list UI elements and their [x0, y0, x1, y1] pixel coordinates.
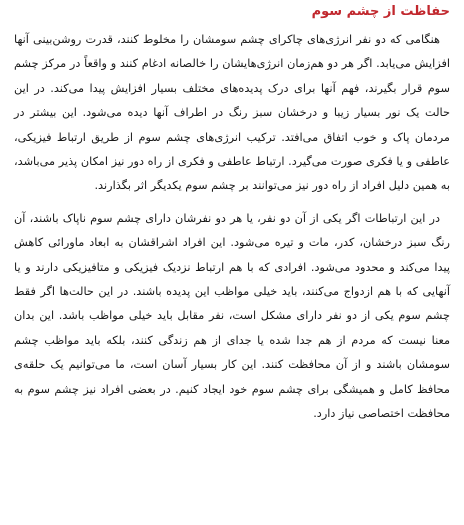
paragraph-2: در این ارتباطات اگر یکی از آن دو نفر، یا هر دو نفرشان دارای چشم سوم ناپاک باشند، آن رنگ سبز درخشان، کدر، مات و تیره می‌شود. این افراد اشراقشان به ابعاد ماورائی کاهش پیدا می‌کند و محدود می‌شود. افرادی که با هم ارتباط نزدیک فیزیکی و متافیزیکی دارند و یا آنهایی که با هم ازدواج می‌کنند، باید خیلی مواظب این پدیده باشند. در این حالت‌ها اگر فقط چشم سوم یکی از دو نفر دارای مشکل است، نفر مقابل باید خیلی مواظب باشد. این بدان معنا نیست که مردم از هم جدا شده یا جدای از هم زندگی کنند، بلکه باید مواظب چشم سومشان باشند و از آن محافظت کنند. این کار بسیار آسان است، ما می‌توانیم یک حلقه‌ی محافظ کامل و همیشگی برای چشم سوم خود ایجاد کنیم. در بعضی افراد نیز چشم سوم به محافظت اختصاصی نیاز دارد. — [14, 211, 450, 421]
body-text — [14, 28, 450, 427]
section-heading: حفاظت از چشم سوم — [311, 4, 450, 19]
document-page — [10, 0, 456, 525]
paragraph-1: هنگامی که دو نفر انرژی‌های چاکرای چشم سومشان را مخلوط کنند، قدرت روشن‌بینی آنها افزایش می‌یابد. اگر هر دو هم‌زمان انرژی‌هایشان را خالصانه ادغام کنند و واقعاً در مرکز چشم سوم قرار بگیرند، فهم آنها برای درک پدیده‌های مختلف بسیار افزایش پیدا می‌کند. در این حالت یک نور بسیار زیبا و درخشان سبز رنگ در اطراف آنها دیده می‌شود. این بیشتر در مردمان پاک و خوب اتفاق می‌افتد. ترکیب انرژی‌های چشم سوم از طریق ارتباط فیزیکی، عاطفی و یا فکری صورت می‌گیرد. ارتباط عاطفی و فکری از راه دور نیز امکان پذیر می‌باشد، به همین دلیل افراد از راه دور نیز می‌توانند بر چشم سوم یکدیگر اثر بگذارند. — [14, 33, 450, 193]
